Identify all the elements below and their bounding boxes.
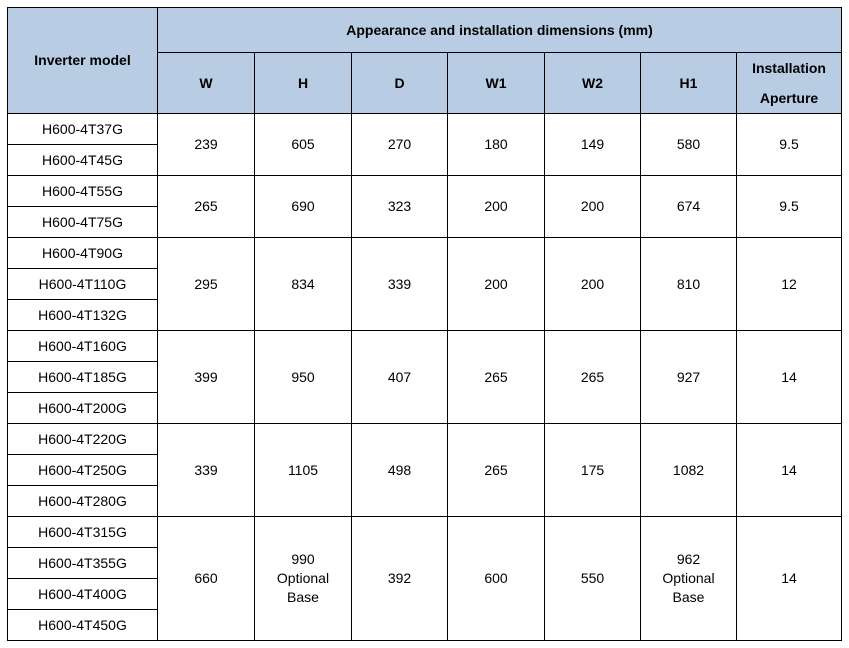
h-cell: 950 bbox=[255, 331, 352, 424]
w2-cell: 149 bbox=[545, 114, 641, 176]
h-value: 990 bbox=[291, 551, 315, 567]
h1-cell: 674 bbox=[641, 176, 737, 238]
table-row bbox=[8, 331, 842, 362]
w-cell: 339 bbox=[158, 424, 255, 517]
w2-cell: 550 bbox=[545, 517, 641, 641]
d-cell: 270 bbox=[352, 114, 448, 176]
w2-cell: 200 bbox=[545, 238, 641, 331]
h1-cell: 1082 bbox=[641, 424, 737, 517]
w-cell: 295 bbox=[158, 238, 255, 331]
table-row bbox=[8, 517, 842, 548]
model-cell: H600-4T200G bbox=[8, 393, 158, 424]
table-row bbox=[8, 176, 842, 207]
model-cell: H600-4T400G bbox=[8, 579, 158, 610]
h-note-line2: Base bbox=[287, 589, 319, 605]
d-cell: 323 bbox=[352, 176, 448, 238]
aperture-cell: 9.5 bbox=[737, 114, 842, 176]
h1-note-line2: Base bbox=[672, 589, 705, 605]
w1-cell: 600 bbox=[448, 517, 545, 641]
model-cell: H600-4T355G bbox=[8, 548, 158, 579]
d-cell: 498 bbox=[352, 424, 448, 517]
model-cell: H600-4T315G bbox=[8, 517, 158, 548]
aperture-cell: 14 bbox=[737, 424, 842, 517]
model-cell: H600-4T250G bbox=[8, 455, 158, 486]
d-cell: 339 bbox=[352, 238, 448, 331]
aperture-header-line2: Aperture bbox=[759, 90, 819, 106]
d-cell: 407 bbox=[352, 331, 448, 424]
col-h-header: H bbox=[255, 53, 352, 114]
inverter-model-header: Inverter model bbox=[8, 8, 158, 114]
model-cell: H600-4T75G bbox=[8, 207, 158, 238]
dimensions-table bbox=[7, 7, 842, 641]
model-cell: H600-4T450G bbox=[8, 610, 158, 641]
aperture-header-line1: Installation bbox=[752, 60, 826, 76]
header-row-1 bbox=[8, 8, 842, 53]
model-cell: H600-4T55G bbox=[8, 176, 158, 207]
col-aperture-header bbox=[737, 53, 842, 114]
w1-cell: 200 bbox=[448, 238, 545, 331]
w2-cell: 265 bbox=[545, 331, 641, 424]
aperture-cell: 14 bbox=[737, 331, 842, 424]
aperture-cell: 14 bbox=[737, 517, 842, 641]
model-cell: H600-4T185G bbox=[8, 362, 158, 393]
h-cell: 605 bbox=[255, 114, 352, 176]
aperture-cell: 12 bbox=[737, 238, 842, 331]
h-cell: 1105 bbox=[255, 424, 352, 517]
h1-cell: 810 bbox=[641, 238, 737, 331]
model-cell: H600-4T160G bbox=[8, 331, 158, 362]
h1-note-line1: Optional bbox=[662, 570, 715, 586]
w1-cell: 265 bbox=[448, 424, 545, 517]
w1-cell: 200 bbox=[448, 176, 545, 238]
col-w2-header: W2 bbox=[545, 53, 641, 114]
table-row bbox=[8, 238, 842, 269]
table-row bbox=[8, 114, 842, 145]
h-cell: 690 bbox=[255, 176, 352, 238]
h-cell bbox=[255, 517, 352, 641]
col-d-header: D bbox=[352, 53, 448, 114]
model-cell: H600-4T220G bbox=[8, 424, 158, 455]
d-cell: 392 bbox=[352, 517, 448, 641]
model-cell: H600-4T280G bbox=[8, 486, 158, 517]
dimensions-group-header: Appearance and installation dimensions (mm) bbox=[158, 8, 842, 53]
model-cell: H600-4T132G bbox=[8, 300, 158, 331]
model-cell: H600-4T45G bbox=[8, 145, 158, 176]
w-cell: 399 bbox=[158, 331, 255, 424]
h1-cell: 927 bbox=[641, 331, 737, 424]
w1-cell: 265 bbox=[448, 331, 545, 424]
col-w-header: W bbox=[158, 53, 255, 114]
h-cell: 834 bbox=[255, 238, 352, 331]
model-cell: H600-4T37G bbox=[8, 114, 158, 145]
h1-cell bbox=[641, 517, 737, 641]
h1-cell: 580 bbox=[641, 114, 737, 176]
w2-cell: 200 bbox=[545, 176, 641, 238]
col-w1-header: W1 bbox=[448, 53, 545, 114]
col-h1-header: H1 bbox=[641, 53, 737, 114]
w-cell: 239 bbox=[158, 114, 255, 176]
w-cell: 660 bbox=[158, 517, 255, 641]
table-row bbox=[8, 424, 842, 455]
model-cell: H600-4T110G bbox=[8, 269, 158, 300]
w1-cell: 180 bbox=[448, 114, 545, 176]
w2-cell: 175 bbox=[545, 424, 641, 517]
h-note-line1: Optional bbox=[276, 570, 330, 586]
h1-value: 962 bbox=[676, 551, 701, 567]
aperture-cell: 9.5 bbox=[737, 176, 842, 238]
model-cell: H600-4T90G bbox=[8, 238, 158, 269]
w-cell: 265 bbox=[158, 176, 255, 238]
